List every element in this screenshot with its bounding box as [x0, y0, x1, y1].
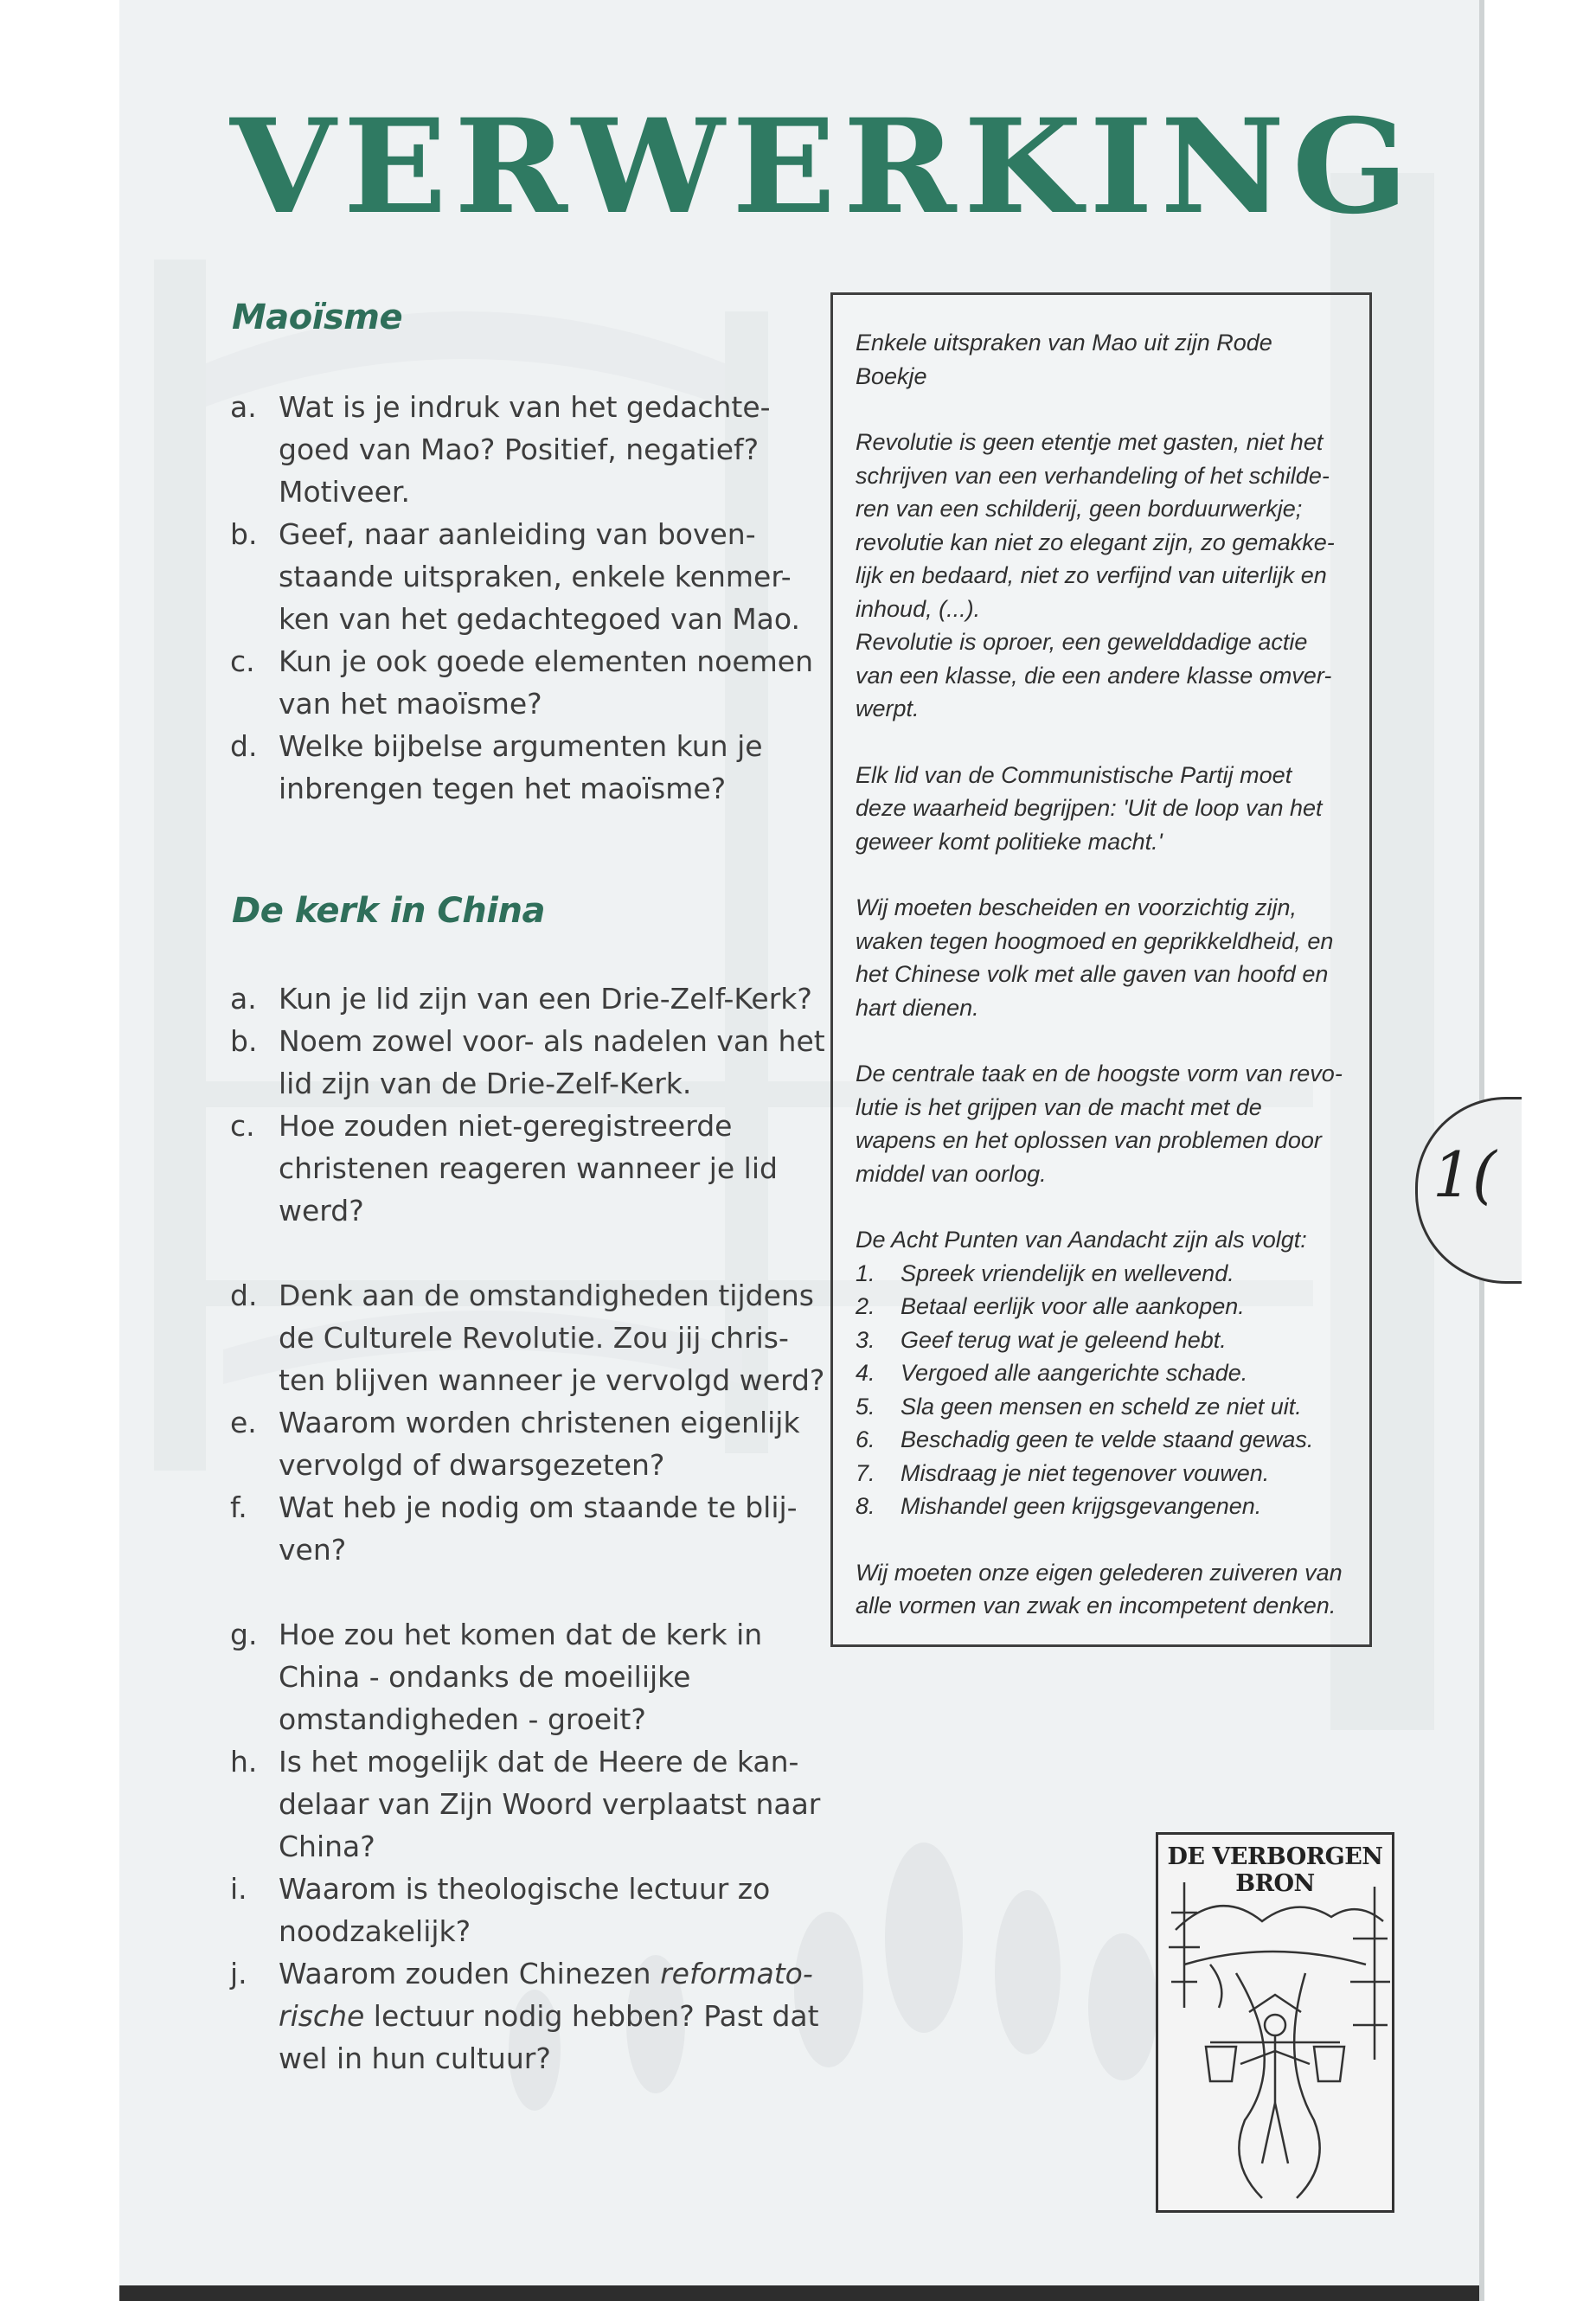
point-text: Geef terug wat je geleend hebt. — [901, 1326, 1227, 1353]
section-heading-maoism: Maoïsme — [232, 298, 403, 337]
section-heading-church: De kerk in China — [232, 891, 545, 931]
list-item — [230, 977, 827, 1020]
item-letter: b. — [230, 1024, 258, 1058]
maoism-question-list — [230, 386, 827, 810]
bottom-strip — [119, 2285, 1479, 2301]
list-item — [230, 1274, 827, 1401]
item-letter: b. — [230, 517, 258, 551]
list-item — [230, 725, 827, 810]
church-question-list — [230, 977, 827, 2080]
list-item — [230, 386, 827, 513]
item-text: Denk aan de omstandigheden tijdens de Culturele Revolutie. Zou jij chris-ten blijven wanneer je vervolgd werd? — [279, 1279, 825, 1397]
quote-text: Wij moeten bescheiden en voorzichtig zijn, waken tegen hoogmoed en geprikkeldheid, en het Chinese volk met alle gaven van hoofd en hart dienen. — [856, 894, 1334, 1021]
point-number: 1. — [856, 1259, 875, 1286]
list-item — [230, 640, 827, 725]
point-text: Spreek vriendelijk en wellevend. — [901, 1259, 1234, 1286]
point-text: Vergoed alle aangerichte schade. — [901, 1360, 1248, 1386]
item-text: Hoe zouden niet-geregistreerde christenen reageren wanneer je lid werd? — [279, 1109, 778, 1227]
item-text: Wat heb je nodig om staande te blij-ven? — [279, 1490, 798, 1567]
point-text: Sla geen mensen en scheld ze niet uit. — [901, 1393, 1302, 1420]
point-number: 5. — [856, 1393, 875, 1420]
page-title: VERWERKING — [230, 91, 1416, 243]
list-spacer — [230, 1232, 827, 1274]
quote-text: Revolutie is oproer, een gewelddadige actie van een klasse, die een andere klasse omver-werpt. — [856, 629, 1332, 721]
point-text: Misdraag je niet tegenover vouwen. — [901, 1459, 1270, 1486]
item-letter: g. — [230, 1618, 258, 1651]
list-item — [230, 1613, 827, 1740]
point-text: Betaal eerlijk voor alle aankopen. — [901, 1293, 1245, 1319]
list-item — [230, 1486, 827, 1571]
eight-points-list — [856, 1257, 1349, 1523]
item-text: Hoe zou het komen dat de kerk in China - ondanks de moeilijke omstandigheden - groeit? — [279, 1618, 763, 1736]
mao-quotes-box — [830, 292, 1372, 1647]
item-text: Is het mogelijk dat de Heere de kan-delaar van Zijn Woord verplaatst naar China? — [279, 1745, 821, 1863]
point-text: Mishandel geen krijgsgevangenen. — [901, 1493, 1262, 1519]
item-text: Geef, naar aanleiding van boven-staande uitspraken, enkele kenmer-ken van het gedachtegoed van Mao. — [279, 517, 800, 636]
point-number: 7. — [856, 1459, 875, 1486]
item-text: Noem zowel voor- als nadelen van het lid zijn van de Drie-Zelf-Kerk. — [279, 1024, 825, 1100]
item-letter: c. — [230, 1109, 255, 1143]
points-intro: De Acht Punten van Aandacht zijn als volgt: — [856, 1227, 1307, 1253]
list-item — [230, 1868, 827, 1952]
point-number: 6. — [856, 1426, 875, 1452]
list-item — [230, 1952, 827, 2080]
quote-text: De centrale taak en de hoogste vorm van revo-lutie is het grijpen van de macht met de wapens en het oplossen van problemen door middel van oorlog. — [856, 1061, 1343, 1187]
list-item — [856, 1257, 1349, 1291]
list-item — [856, 1290, 1349, 1324]
list-item — [230, 1020, 827, 1105]
list-item — [230, 513, 827, 640]
page-number: 1( — [1433, 1138, 1497, 1211]
point-text: Beschadig geen te velde staand gewas. — [901, 1426, 1314, 1452]
item-text: Waarom is theologische lectuur zo noodzakelijk? — [279, 1872, 771, 1948]
quote-text: Wij moeten onze eigen gelederen zuiveren van alle vormen van zwak en incompetent denken. — [856, 1559, 1343, 1618]
item-letter: h. — [230, 1745, 258, 1779]
point-number: 2. — [856, 1293, 875, 1319]
item-text: Kun je lid zijn van een Drie-Zelf-Kerk? — [279, 982, 812, 1016]
item-letter: d. — [230, 729, 258, 763]
quote-text: Elk lid van de Communistische Partij moet deze waarheid begrijpen: 'Uit de loop van het geweer komt politieke macht.' — [856, 761, 1323, 855]
point-number: 3. — [856, 1326, 875, 1353]
quote-box-intro: Enkele uitspraken van Mao uit zijn Rode Boekje — [856, 330, 1272, 389]
list-item — [856, 1457, 1349, 1490]
item-text — [279, 1957, 819, 2075]
point-number: 8. — [856, 1493, 875, 1519]
list-item — [230, 1105, 827, 1232]
list-item — [856, 1390, 1349, 1424]
item-letter: i. — [230, 1872, 247, 1906]
list-item — [230, 1401, 827, 1486]
item-text: Waarom worden christenen eigenlijk vervolgd of dwarsgezeten? — [279, 1406, 800, 1482]
logo-illustration-icon — [1158, 1835, 1392, 2210]
list-spacer — [230, 1571, 827, 1613]
list-item — [856, 1490, 1349, 1523]
item-text: Wat is je indruk van het gedachte-goed van Mao? Positief, negatief? Motiveer. — [279, 390, 771, 509]
item-letter: d. — [230, 1279, 258, 1312]
item-letter: a. — [230, 982, 257, 1016]
list-item — [230, 1740, 827, 1868]
item-letter: f. — [230, 1490, 247, 1524]
point-number: 4. — [856, 1360, 875, 1386]
list-item — [856, 1356, 1349, 1390]
item-text: Kun je ook goede elementen noemen van het maoïsme? — [279, 644, 813, 721]
list-item — [856, 1324, 1349, 1357]
list-item — [856, 1423, 1349, 1457]
item-letter: c. — [230, 644, 255, 678]
item-text-italic: reformato-rische — [279, 1957, 813, 2033]
de-verborgen-bron-logo — [1156, 1832, 1394, 2213]
item-text-part: Waarom zouden Chinezen — [279, 1957, 661, 1990]
item-letter: e. — [230, 1406, 257, 1439]
item-text-part: lectuur nodig hebben? Past dat wel in hun cultuur? — [279, 1999, 819, 2075]
item-letter: j. — [230, 1957, 247, 1990]
item-letter: a. — [230, 390, 257, 424]
quote-text: Revolutie is geen etentje met gasten, niet het schrijven van een verhandeling of het schilde-ren van een schilderij, geen borduurwerkje; revolutie kan niet zo elegant zijn, zo gemakke-lijk en bedaard, niet zo verfijnd van uiterlijk en inhoud, (...). — [856, 429, 1335, 622]
logo-title: DE VERBORGEN BRON — [1167, 1843, 1383, 1897]
item-text: Welke bijbelse argumenten kun je inbrengen tegen het maoïsme? — [279, 729, 763, 805]
